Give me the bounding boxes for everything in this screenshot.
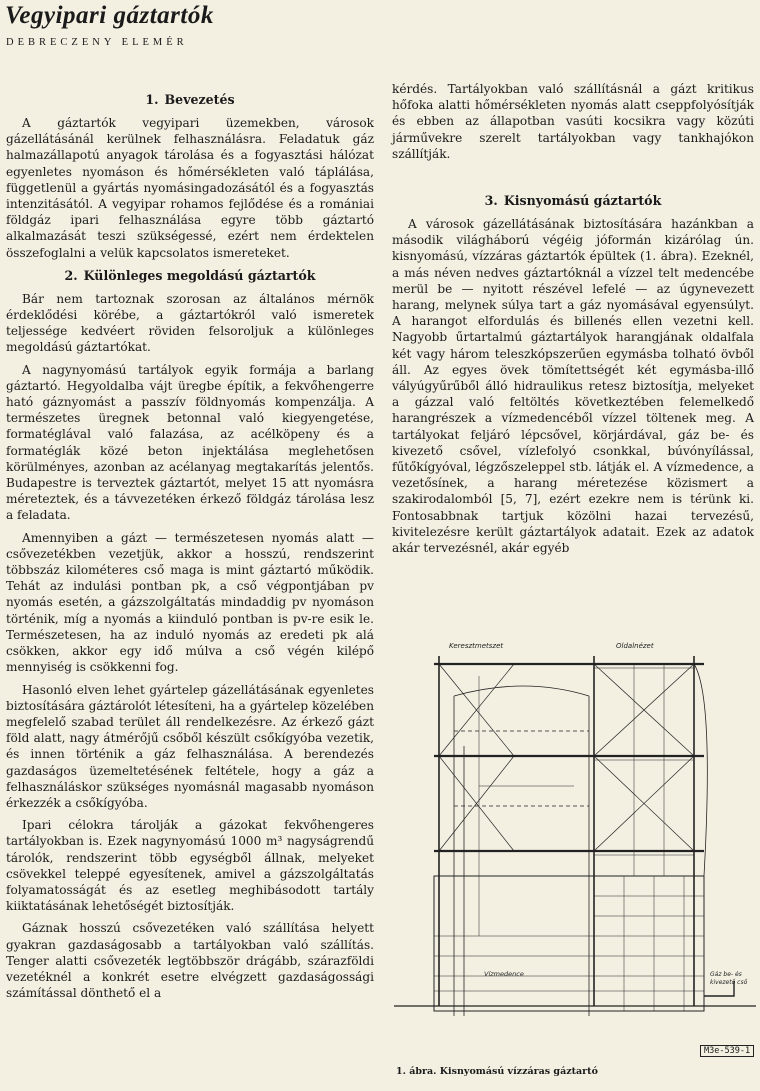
section-title: Különleges megoldású gáztartók <box>83 267 316 283</box>
section-number: 1. <box>145 92 159 107</box>
paragraph: Ipari célokra tárolják a gázokat fekvőhengeres tartályokban is. Ezek nagynyomású 1000 m³ nagyságrendű tárolók, rendszerint több egységből állnak, melyeket csövekkel teleppé egyesítenek, amivel a gázszolgáltatás folyamatosságát és az esetleg meghibásodott tartály kiiktatásának lehetőségét biztosítják. <box>6 818 374 914</box>
paragraph: Gáznak hosszú csővezetéken való szállítása helyett gyakran gazdaságosabb a tartályokban való szállítás. Tenger alatti csővezeték legtöbbször drágább, szárazföldi vezetéknél a konkrét esetre elvégzett gazdaságossági számítással dönthető el a <box>6 921 374 1001</box>
paragraph-intro: A gáztartók vegyipari üzemekben, városok gázellátásánál kerülnek felhasználásra. Feladatuk gáz halmazállapotú anyagok tárolása és a fogyasztási hálózat egyenletes nyomáson és hőmérsékleten való táplálása, függetlenül a gyártás nyomásingadozásától és a fogyasztás intenzitásától. A vegyipar rohamos fejlődése és a romániai földgáz ipari felhasználása egyre több gáztartó alkalmazását teszi szükségessé, ezért nem érdektelen összefoglalni a velük kapcsolatos ismereteket. <box>6 116 374 260</box>
platform-details <box>594 668 694 855</box>
left-column <box>6 85 374 1007</box>
section-heading-3 <box>392 192 754 210</box>
author-name: DEBRECZENY ELEMÉR <box>6 37 188 48</box>
section-title: Bevezetés <box>164 92 235 107</box>
paragraph: Bár nem tartoznak szorosan az általános mérnök érdeklődési körébe, a gáztartókról való ismeretek teljessége kedvéert röviden felsoroljuk a különleges megoldású gáztartókat. <box>6 291 374 355</box>
figure-code: M3e-539-1 <box>700 1045 754 1057</box>
paragraph: Amennyiben a gázt — természetesen nyomás alatt — csővezetékben vezetjük, akkor a hosszú, rendszerint többszáz kilométeres cső maga is mint gáztartó működik. Tehát az indulási pontban pk, a cső végpontjában pv nyomás esetén, a gázszolgáltatás mindaddig pv nyomáson történik, míg a nyomás a kiinduló pontban is pv-re esik le. Természetesen, ha az induló nyomás az eredeti pk alá csökken, akkor egy idő múlva a cső végén kilépő mennyiség is csökkenni fog. <box>6 530 374 675</box>
figure-caption: 1. ábra. Kisnyomású vízzáras gáztartó <box>396 1066 598 1077</box>
paragraph: A nagynyomású tartályok egyik formája a barlang gáztartó. Hegyoldalba vájt üregbe építik, a fekvőhengerre ható gáznyomást a passzív földnyomás kompenzálja. A természetes üregnek betonnal való kiegyengetése, formatéglával való falazása, az acélköpeny és a formatéglák közé beton injektálása meglehetősen körülményes, azonban az acélanyag megtakarítás jelentős. Budapestre is terveztek gáztartót, melyet 15 att nyomásra méreteztek, és a távvezetéken érkező földgáz tárolása lesz a feladata. <box>6 362 374 523</box>
paragraph: A városok gázellátásának biztosítására hazánkban a második világháború végéig jóformán kizárólag ún. kisnyomású, vízzáras gáztartók épültek (1. ábra). Ezeknél, a más néven nedves gáztartóknál a vízzel telt medencébe merül be — nyitott részével lefelé — az úgynevezett harang, melynek súlya tart a gáz nyomásával egyensúlyt. A harangot elfordulás és billenés ellen vezetni kell. Nagyobb űrtartalmú gáztartályok harangjának oldalfala két vagy három teleszkópszerűen egymásba tolható övből áll. Az egyes övek tömítettségét két egymásba-illő vályúgyűrűből álló hidraulikus retesz biztosítja, melyeket a gázzal való feltöltés következtében felemelkedő harangrészek a vízmedencéből vízzel töltenek meg. A tartályokat feljáró lépcsővel, körjárdával, gáz be- és kivezető csővel, vízlefolyó csonkkal, búvónyílással, fűtőkígyóval, légzőszeleppel stb. látják el. A vízmedence, a vezetősínek, a harang méretezése közismert a szakirodalomból [5, 7], ezért ezekre nem is térünk ki. Fontosabbnak tartjuk közölni hazai tervezésű, kivitelezésre került gáztartályok adatait. Ezek az adatok akár tervezésnél, akár egyéb <box>392 217 754 556</box>
section-title: Kisnyomású gáztartók <box>503 193 662 209</box>
section-number: 3. <box>484 193 498 209</box>
label-water-basin: Vízmedence <box>484 970 524 978</box>
water-hatching <box>434 876 704 1011</box>
section-heading-1 <box>6 91 374 109</box>
bracing <box>439 664 694 851</box>
label-gas-pipe-1: Gáz be- és <box>710 971 742 978</box>
figure-gasholder <box>394 636 756 1084</box>
right-column <box>392 81 754 562</box>
section-number: 2. <box>64 267 78 283</box>
side-view <box>634 664 707 876</box>
paragraph: Hasonló elven lehet gyártelep gázellátásának egyenletes biztosítására gáztárolót létesíteni, ha a gyártelep közelében megfelelő szabad terület áll rendelkezésre. Az érkező gázt föld alatt, nagy átmérőjű csőből készült csőkígyóba vezetik, és innen történik a gáz felhasználása. A berendezés gazdaságos üzemeltetésének feltétele, hogy a gáz a felhasználáskor szükséges nyomásnál magasabb nyomáson érkezzék a csőkígyóba. <box>6 682 374 810</box>
section-heading-2 <box>6 267 374 285</box>
bell-sections <box>454 676 589 1016</box>
guide-columns <box>439 656 694 1006</box>
label-side-view: Oldalnézet <box>616 642 654 650</box>
label-cross-section: Keresztmetszet <box>449 642 504 650</box>
label-gas-pipe-2: kivezető cső <box>710 979 748 986</box>
paragraph-continued: kérdés. Tartályokban való szállításnál a gázt kritikus hőfoka alatti hőmérsékleten nyomás alatt cseppfolyósítják és ebben az állapotban vasúti kocsikra vagy közúti járművekre szerelt tartályokban vagy tankhajókon szállítják. <box>392 82 754 161</box>
gasholder-drawing <box>394 636 756 1056</box>
article-title: Vegyipari gáztartók <box>5 2 214 29</box>
